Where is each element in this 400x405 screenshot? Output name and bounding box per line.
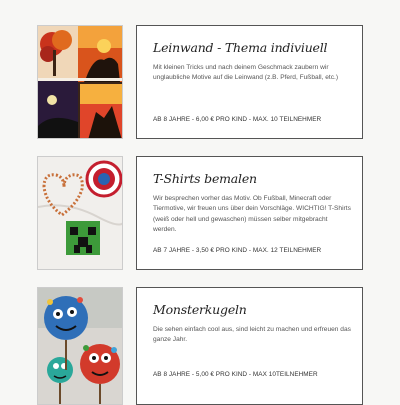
workshop-card [136, 287, 363, 405]
painted-tshirts-photo [37, 156, 123, 270]
workshop-title: Monsterkugeln [153, 302, 247, 317]
workshop-description: Mit kleinen Tricks und nach deinem Geschmack zaubern wir unglaubliche Motive auf die Leinwand (z.B. Pferd, Fußball, etc.) [153, 64, 339, 82]
workshop-description: Wir besprechen vorher das Motiv. Ob Fußball, Minecraft oder Tiermotive, wir freuen uns über dein Vorschläge. WICHTIG! T-Shirts (weiß oder hell und gewaschen) müssen selber mitgebracht werden. [153, 195, 351, 234]
workshop-card [136, 25, 363, 139]
workshop-title: Leinwand - Thema indiviuell [153, 40, 328, 55]
workshop-card [136, 156, 363, 270]
workshop-details: AB 8 JAHRE - 5,00 € PRO KIND - MAX 10TEILNEHMER [153, 371, 318, 378]
workshop-details: AB 7 JAHRE - 3,50 € PRO KIND - MAX. 12 TEILNEHMER [153, 247, 322, 254]
workshop-item-tshirts [37, 156, 363, 270]
workshop-item-canvas [37, 25, 363, 139]
canvas-paintings-photo [37, 25, 123, 139]
monster-balls-photo [37, 287, 123, 405]
workshop-details: AB 8 JAHRE - 6,00 € PRO KIND - MAX. 10 TEILNEHMER [153, 116, 322, 123]
workshop-title: T-Shirts bemalen [153, 171, 257, 186]
workshop-description: Die sehen einfach cool aus, sind leicht zu machen und erfreuen das ganze Jahr. [153, 326, 351, 344]
workshop-item-monsterballs [37, 287, 363, 405]
